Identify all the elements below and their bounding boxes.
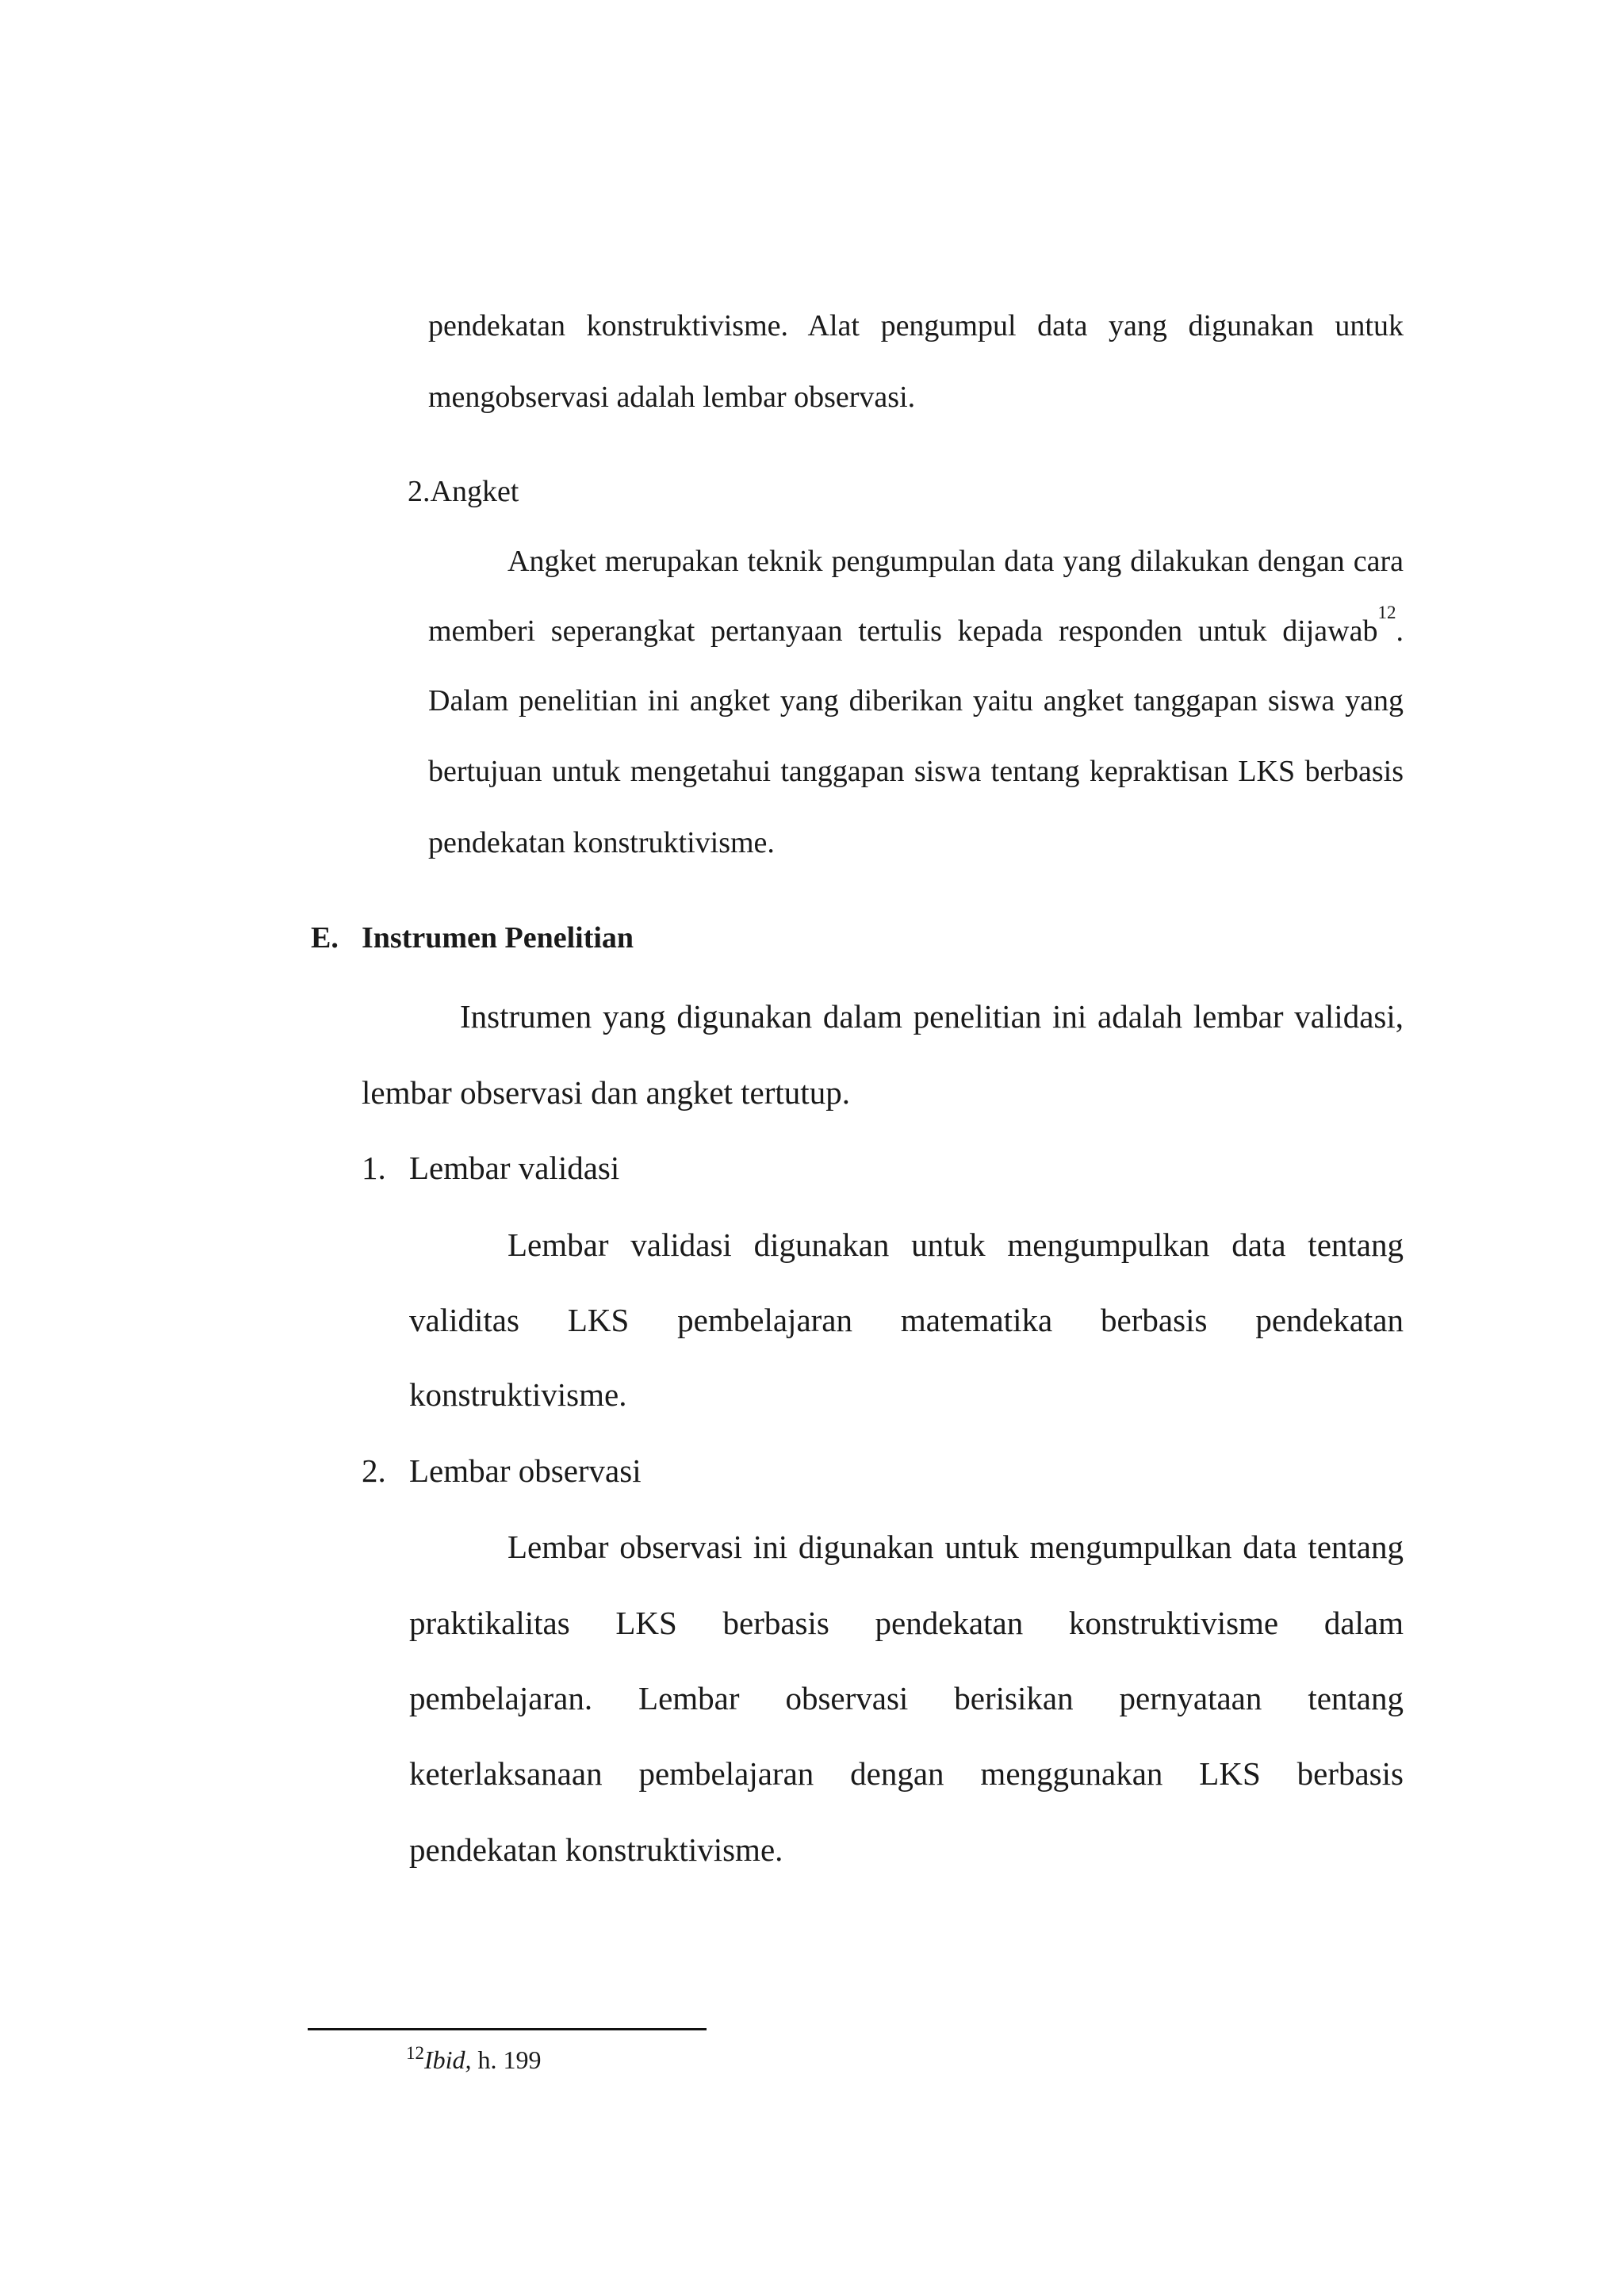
paragraph-line: konstruktivisme. — [409, 1376, 627, 1413]
list-item-title: Lembar observasi — [409, 1452, 642, 1489]
paragraph-line: pembelajaran. Lembar observasi berisikan pernyataan tentang — [409, 1680, 1404, 1716]
footnote-number: 12 — [406, 2043, 424, 2063]
list-item-title: Lembar validasi — [409, 1150, 620, 1186]
paragraph-line: Lembar validasi digunakan untuk mengumpulkan data tentang — [508, 1226, 1404, 1263]
footnote-page: h. 199 — [471, 2045, 542, 2074]
paragraph-line: keterlaksanaan pembelajaran dengan menggunakan LKS berbasis — [409, 1755, 1404, 1792]
paragraph-line: praktikalitas LKS berbasis pendekatan konstruktivisme dalam — [409, 1605, 1404, 1641]
sentence-end: . — [1396, 614, 1404, 648]
paragraph-line-text: memberi seperangkat pertanyaan tertulis kepada responden untuk dijawab — [428, 614, 1378, 648]
footnote — [406, 2044, 542, 2076]
paragraph-line: Dalam penelitian ini angket yang diberikan yaitu angket tanggapan siswa yang — [428, 684, 1404, 718]
paragraph-line: Lembar observasi ini digunakan untuk mengumpulkan data tentang — [508, 1529, 1404, 1565]
list-number: 1. — [362, 1150, 386, 1186]
paragraph-line: Instrumen yang digunakan dalam penelitian ini adalah lembar validasi, — [460, 998, 1404, 1035]
footnote-source: Ibid, — [424, 2045, 472, 2074]
footnote-separator — [308, 2028, 707, 2030]
subheading-angket: 2.Angket — [408, 475, 519, 508]
paragraph-line: validitas LKS pembelajaran matematika berbasis pendekatan — [409, 1302, 1404, 1338]
paragraph-line: lembar observasi dan angket tertutup. — [362, 1074, 850, 1111]
paragraph-line: pendekatan konstruktivisme. Alat pengumpul data yang digunakan untuk — [428, 309, 1404, 342]
list-number: 2. — [362, 1452, 386, 1489]
section-label: E. — [311, 921, 339, 955]
paragraph-line: bertujuan untuk mengetahui tanggapan siswa tentang kepraktisan LKS berbasis — [428, 755, 1404, 788]
paragraph-line: pendekatan konstruktivisme. — [428, 826, 775, 859]
paragraph-line: Angket merupakan teknik pengumpulan data yang dilakukan dengan cara — [508, 545, 1404, 578]
footnote-reference: 12 — [1377, 603, 1396, 622]
paragraph-line: mengobservasi adalah lembar observasi. — [428, 381, 916, 414]
paragraph-line — [428, 603, 1404, 649]
paragraph-line: pendekatan konstruktivisme. — [409, 1831, 783, 1868]
section-title: Instrumen Penelitian — [362, 921, 634, 955]
